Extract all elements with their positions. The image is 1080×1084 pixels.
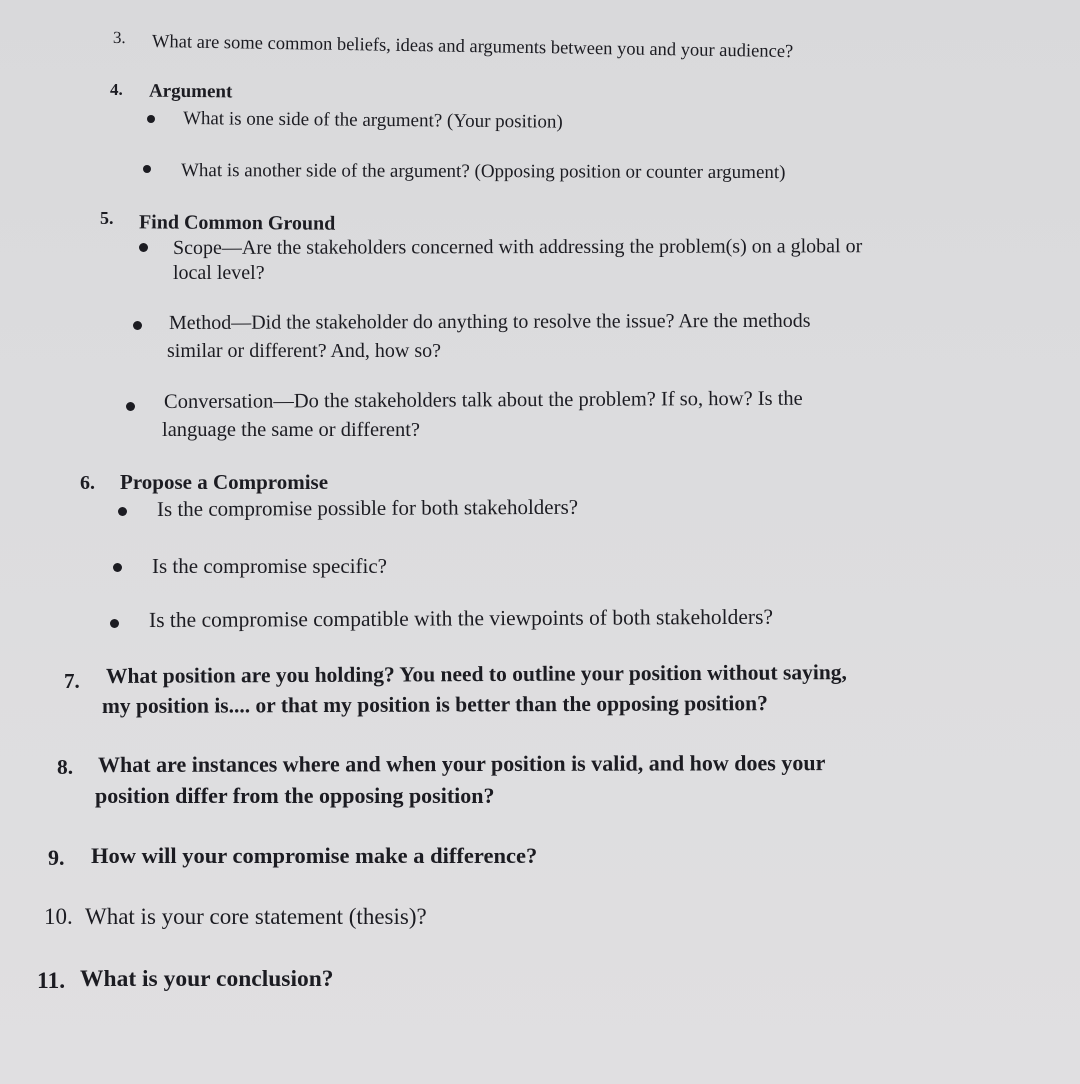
item-11-question: What is your conclusion?: [80, 966, 334, 992]
item-10-number: 10.: [44, 904, 73, 929]
item-5-bullet-3-line-2: language the same or different?: [162, 419, 421, 441]
item-6-heading: Propose a Compromise: [120, 470, 329, 494]
item-7-line-1: What position are you holding? You need to outline your position without saying,: [105, 660, 847, 688]
bullet-icon: [143, 165, 151, 173]
bullet-icon: [113, 563, 122, 572]
item-6-number: 6.: [80, 472, 95, 494]
item-4-bullet-2: What is another side of the argument? (Opposing position or counter argument): [180, 160, 786, 184]
item-6-bullet-1: Is the compromise possible for both stakeholders?: [156, 494, 579, 521]
item-5-number: 5.: [100, 208, 114, 228]
item-4-number: 4.: [110, 80, 123, 99]
item-4-heading: Argument: [148, 80, 233, 103]
item-8-line-2: position differ from the opposing position?: [95, 783, 495, 808]
item-5-bullet-2-line-2: similar or different? And, how so?: [167, 340, 442, 362]
bullet-icon: [126, 402, 135, 411]
item-6-bullet-3: Is the compromise compatible with the viewpoints of both stakeholders?: [148, 604, 774, 632]
item-11-number: 11.: [37, 968, 66, 994]
item-5-bullet-1-line-1: Scope—Are the stakeholders concerned with addressing the problem(s) on a global or: [172, 235, 863, 259]
item-9-number: 9.: [48, 845, 65, 870]
item-4-bullet-1: What is one side of the argument? (Your position): [182, 108, 563, 133]
bullet-icon: [139, 243, 148, 252]
item-8-number: 8.: [57, 755, 74, 779]
item-5-heading: Find Common Ground: [138, 211, 336, 235]
item-5-bullet-1-line-2: local level?: [173, 262, 265, 284]
item-7-number: 7.: [64, 669, 80, 693]
bullet-icon: [147, 115, 155, 123]
item-8-line-1: What are instances where and when your position is valid, and how does your: [97, 750, 826, 777]
item-7-line-2: my position is.... or that my position is better than the opposing position?: [101, 691, 768, 718]
item-9-question: How will your compromise make a difference?: [91, 843, 538, 868]
item-10-question: What is your core statement (thesis)?: [85, 904, 427, 929]
bullet-icon: [133, 321, 142, 330]
item-6-bullet-2: Is the compromise specific?: [152, 554, 387, 578]
bullet-icon: [118, 507, 127, 516]
item-3-number: 3.: [112, 27, 127, 48]
item-5-bullet-3-line-1: Conversation—Do the stakeholders talk about the problem? If so, how? Is the: [163, 387, 803, 413]
item-3-question: What are some common beliefs, ideas and arguments between you and your audience?: [151, 32, 794, 63]
bullet-icon: [110, 619, 119, 628]
item-5-bullet-2-line-1: Method—Did the stakeholder do anything to resolve the issue? Are the methods: [168, 309, 811, 334]
